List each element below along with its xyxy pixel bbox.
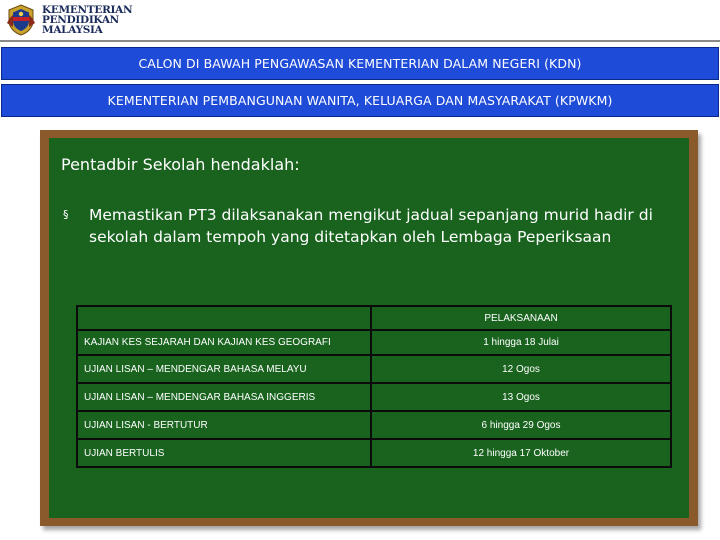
chalkboard [49,138,689,518]
table-cell-activity: UJIAN LISAN – MENDENGAR BAHASA MELAYU [77,355,371,383]
table-row [77,439,671,467]
table-cell-date: 12 Ogos [371,355,671,383]
table-cell-date: 1 hingga 18 Julai [371,330,671,355]
table-cell-activity: UJIAN BERTULIS [77,439,371,467]
logo-line-1: KEMENTERIAN [42,4,133,16]
chalkboard-frame [40,130,698,526]
table-cell-date: 13 Ogos [371,383,671,411]
table-cell-activity: KAJIAN KES SEJARAH DAN KAJIAN KES GEOGRAFI [77,330,371,355]
logo-line-3: MALAYSIA [42,24,103,36]
banner-kpwkm [1,84,719,117]
table-header-row [77,306,671,330]
logo-line-2: PENDIDIKAN [42,14,119,26]
crest-icon [4,3,38,37]
table-cell-activity: UJIAN LISAN – MENDENGAR BAHASA INGGERIS [77,383,371,411]
table-cell-date: 6 hingga 29 Ogos [371,411,671,439]
schedule-table [76,305,672,468]
table-header-activity [77,306,371,330]
banner-kdn-text: CALON DI BAWAH PENGAWASAN KEMENTERIAN DALAM NEGERI (KDN) [138,56,582,71]
bullet-icon: § [63,208,69,221]
table-row [77,411,671,439]
ministry-logo [4,2,134,38]
banner-kdn [1,47,719,80]
table-row [77,355,671,383]
table-header-pelaksanaan: PELAKSANAAN [371,306,671,330]
banner-kpwkm-text: KEMENTERIAN PEMBANGUNAN WANITA, KELUARGA DAN MASYARAKAT (KPWKM) [107,93,613,108]
bullet-text: Memastikan PT3 dilaksanakan mengikut jadual sepanjang murid hadir di sekolah dalam tempoh yang ditetapkan oleh Lembaga Peperiksaan [89,206,653,246]
table-row [77,330,671,355]
header-divider [0,40,720,42]
table-row [77,383,671,411]
board-heading: Pentadbir Sekolah hendaklah: [61,155,300,174]
table-cell-activity: UJIAN LISAN - BERTUTUR [77,411,371,439]
bullet-item [63,204,663,248]
table-cell-date: 12 hingga 17 Oktober [371,439,671,467]
